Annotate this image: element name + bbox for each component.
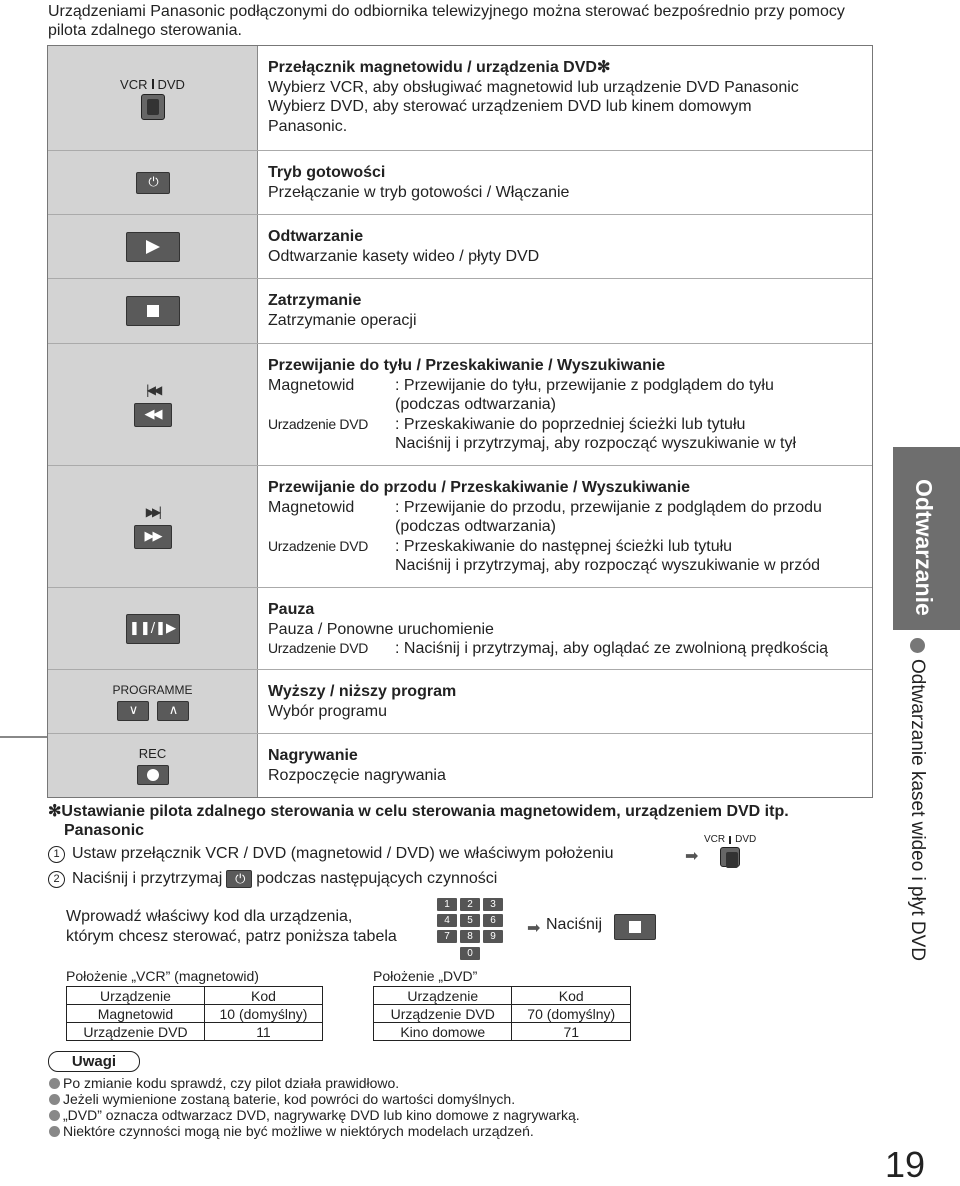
list-item	[49, 1107, 580, 1123]
table-cell: 10 (domyślny)	[204, 1005, 322, 1023]
row-desc: Naciśnij i przytrzymaj, aby rozpocząć wyszukiwanie w tył	[395, 435, 796, 452]
stop-icon	[629, 921, 641, 933]
row-title: Przewijanie do przodu / Przeskakiwanie / Wyszukiwanie	[268, 479, 691, 496]
table-header: Urządzenie	[67, 987, 205, 1005]
bullet-icon	[49, 1094, 60, 1105]
row-desc: Pauza / Ponowne uruchomienie	[268, 620, 494, 638]
key-8[interactable]: 8	[460, 930, 480, 943]
switch-slider-icon	[141, 94, 165, 120]
table-cell: 11	[204, 1023, 322, 1041]
standby-button[interactable]	[136, 172, 170, 194]
text-cell	[258, 734, 872, 797]
vcr-label: Magnetowid	[268, 498, 355, 516]
arrow-right-icon: ➡	[527, 920, 541, 937]
note-text: „DVD” oznacza odtwarzacz DVD, nagrywarkę DVD lub kino domowe z nagrywarką.	[63, 1107, 580, 1123]
bullet-icon	[49, 1110, 60, 1121]
intro-text: Urządzeniami Panasonic podłączonymi do odbiornika telewizyjnego można sterować bezpośrednio przy pomocy pilota zdalnego sterowania.	[48, 3, 845, 39]
bullet-icon	[910, 638, 925, 653]
step-text: podczas następujących czynności	[256, 870, 498, 887]
row-rewind	[48, 343, 872, 465]
text-cell	[258, 151, 872, 214]
play-button[interactable]	[126, 232, 180, 262]
row-desc: Panasonic.	[268, 117, 348, 135]
skip-back-icon: |◀◀	[145, 382, 160, 397]
press-text: Naciśnij	[546, 916, 603, 933]
key-7[interactable]: 7	[437, 930, 457, 943]
vcr-codes-table	[66, 986, 323, 1041]
list-item	[49, 1091, 580, 1107]
section-tab-label: Odtwarzanie	[911, 479, 937, 616]
section-subtitle-text: Odtwarzanie kaset wideo i płyt DVD	[907, 659, 928, 962]
row-title: Odtwarzanie	[268, 228, 364, 245]
vcr-position-label: Położenie „VCR” (magnetowid)	[66, 968, 259, 984]
bullet-icon	[49, 1078, 60, 1089]
dvd-label: Urzadzenie DVD	[268, 415, 369, 432]
key-2[interactable]: 2	[460, 898, 480, 911]
icon-cell	[48, 151, 258, 214]
switch-dvd-label: DVD	[735, 834, 757, 845]
record-icon	[147, 769, 159, 781]
row-desc: Wybierz VCR, aby obsługiwać magnetowid lub urządzenie DVD Panasonic	[268, 78, 799, 96]
step-text: Ustaw przełącznik VCR / DVD (magnetowid / DVD) we właściwym położeniu	[72, 845, 614, 862]
row-desc: Wybierz DVD, aby sterować urządzeniem DVD lub kinem domowym	[268, 98, 752, 115]
power-icon: ⏻	[148, 175, 157, 190]
arrow-right-icon: ➡	[685, 848, 699, 865]
row-desc: : Naciśnij i przytrzymaj, aby oglądać ze zwolnioną prędkością	[395, 640, 829, 657]
switch-vcr-label: VCR	[120, 76, 148, 92]
table-cell: Urządzenie DVD	[67, 1023, 205, 1041]
icon-cell	[48, 734, 258, 797]
icon-cell	[48, 670, 258, 733]
key-6[interactable]: 6	[483, 914, 503, 927]
step-text: Naciśnij i przytrzymaj	[72, 870, 223, 887]
stop-button-icon	[614, 914, 656, 940]
table-cell: Urządzenie DVD	[374, 1005, 512, 1023]
power-icon: ⏻	[235, 871, 244, 887]
key-9[interactable]: 9	[483, 930, 503, 943]
standby-button-icon	[226, 870, 252, 888]
setup-heading: ✻Ustawianie pilota zdalnego sterowania w celu sterowania magnetowidem, urządzeniem DVD itp.	[48, 803, 789, 820]
switch-vcr-label: VCR	[704, 834, 726, 845]
number-keypad	[437, 898, 503, 943]
table-cell: Magnetowid	[67, 1005, 205, 1023]
skip-forward-icon: ▶▶|	[145, 504, 160, 519]
setup-heading-2: Panasonic	[64, 822, 145, 839]
pause-slow-icon: ❚❚/❚▶	[128, 621, 177, 636]
icon-cell	[48, 279, 258, 343]
chevron-up-icon: ∧	[168, 703, 177, 718]
rewind-icon: ◀◀	[144, 407, 161, 422]
key-4[interactable]: 4	[437, 914, 457, 927]
text-cell	[258, 670, 872, 733]
remote-functions-table	[47, 45, 873, 798]
notes-title: Uwagi	[48, 1051, 140, 1072]
section-tab	[893, 447, 960, 630]
text-cell	[258, 46, 872, 150]
list-item	[49, 1123, 580, 1139]
row-title: Przełącznik magnetowidu / urządzenia DVD✻	[268, 59, 611, 76]
notes-list	[49, 1075, 580, 1139]
enter-code-text	[66, 907, 397, 947]
note-text: Po zmianie kodu sprawdź, czy pilot działa prawidłowo.	[63, 1075, 400, 1091]
row-pause	[48, 587, 872, 669]
switch-dvd-label: DVD	[157, 76, 185, 92]
chevron-down-icon: ∨	[128, 703, 137, 718]
row-desc: Przełączanie w tryb gotowości / Włączanie	[268, 183, 570, 201]
text-cell	[258, 279, 872, 343]
table-header: Kod	[512, 987, 631, 1005]
row-vcr-dvd-switch	[48, 46, 872, 150]
row-desc: Zatrzymanie operacji	[268, 311, 417, 329]
table-header: Kod	[204, 987, 322, 1005]
vcr-dvd-switch[interactable]	[120, 77, 185, 120]
row-desc: Naciśnij i przytrzymaj, aby rozpocząć wyszukiwanie w przód	[395, 557, 821, 574]
row-desc: : Przeskakiwanie do następnej ścieżki lub tytułu	[395, 537, 733, 555]
dvd-label: Urzadzenie DVD	[268, 640, 369, 656]
list-item	[49, 1075, 580, 1091]
row-play	[48, 214, 872, 278]
enter-code-line: którym chcesz sterować, patrz poniższa tabela	[66, 928, 397, 945]
row-title: Wyższy / niższy program	[268, 683, 457, 700]
programme-up-button[interactable]	[157, 701, 189, 721]
row-title: Nagrywanie	[268, 747, 358, 764]
key-3[interactable]: 3	[483, 898, 503, 911]
section-divider	[0, 736, 47, 738]
pause-button[interactable]	[126, 614, 180, 644]
row-fast-forward	[48, 465, 872, 587]
icon-cell	[48, 588, 258, 669]
rec-label: REC	[138, 746, 167, 761]
text-cell	[258, 215, 872, 278]
page-number: 19	[885, 1144, 926, 1185]
step-number: 2	[48, 871, 65, 888]
key-1[interactable]: 1	[437, 898, 457, 911]
row-title: Zatrzymanie	[268, 292, 362, 309]
row-title: Tryb gotowości	[268, 164, 386, 181]
vcr-label: Magnetowid	[268, 376, 355, 394]
row-record	[48, 733, 872, 797]
text-cell	[258, 588, 872, 669]
step-number: 1	[48, 846, 65, 863]
programme-label: PROGRAMME	[112, 682, 193, 697]
row-programme	[48, 669, 872, 733]
note-text: Niektóre czynności mogą nie być możliwe w niektórych modelach urządzeń.	[63, 1123, 534, 1139]
row-title: Przewijanie do tyłu / Przeskakiwanie / Wyszukiwanie	[268, 357, 666, 374]
play-icon	[146, 240, 160, 254]
switch-slider-icon	[720, 847, 740, 867]
table-cell: Kino domowe	[374, 1023, 512, 1041]
table-cell: 71	[512, 1023, 631, 1041]
setup-step-1	[48, 845, 614, 863]
enter-code-line: Wprowadź właściwy kod dla urządzenia,	[66, 908, 353, 925]
dvd-position-label: Położenie „DVD”	[373, 968, 478, 984]
stop-button[interactable]	[126, 296, 180, 326]
table-cell: 70 (domyślny)	[512, 1005, 631, 1023]
row-desc: Wybór programu	[268, 702, 388, 720]
row-desc: : Przeskakiwanie do poprzedniej ścieżki lub tytułu	[395, 415, 746, 433]
bullet-icon	[49, 1126, 60, 1137]
icon-cell	[48, 344, 258, 465]
row-stop	[48, 278, 872, 343]
row-desc: Odtwarzanie kasety wideo / płyty DVD	[268, 247, 540, 265]
vcr-dvd-switch-small	[704, 834, 756, 867]
record-button[interactable]	[137, 765, 169, 785]
key-0[interactable]: 0	[460, 947, 480, 960]
note-text: Jeżeli wymienione zostaną baterie, kod powróci do wartości domyślnych.	[63, 1091, 516, 1107]
row-desc: : Przewijanie do przodu, przewijanie z podglądem do przodu	[395, 498, 822, 516]
fast-forward-icon: ▶▶	[144, 529, 161, 544]
dvd-label: Urzadzenie DVD	[268, 537, 369, 554]
icon-cell	[48, 215, 258, 278]
row-desc: (podczas odtwarzania)	[395, 518, 556, 535]
stop-icon	[147, 305, 159, 317]
text-cell	[258, 466, 872, 587]
dvd-codes-table	[373, 986, 631, 1041]
text-cell	[258, 344, 872, 465]
row-desc: Rozpoczęcie nagrywania	[268, 766, 446, 784]
table-header: Urządzenie	[374, 987, 512, 1005]
key-5[interactable]: 5	[460, 914, 480, 927]
setup-step-2	[48, 870, 497, 888]
fast-forward-button[interactable]	[134, 525, 172, 549]
row-title: Pauza	[268, 601, 315, 618]
section-subtitle	[906, 638, 928, 961]
row-standby	[48, 150, 872, 214]
rewind-button[interactable]	[134, 403, 172, 427]
programme-down-button[interactable]	[117, 701, 149, 721]
row-desc: : Przewijanie do tyłu, przewijanie z podglądem do tyłu	[395, 376, 774, 394]
icon-cell	[48, 46, 258, 150]
row-desc: (podczas odtwarzania)	[395, 396, 556, 413]
icon-cell	[48, 466, 258, 587]
